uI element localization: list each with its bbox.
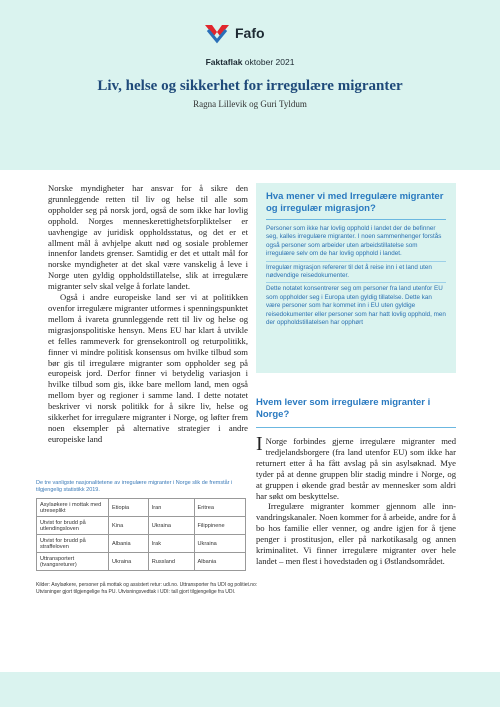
intro-paragraph: Norske myndigheter har ansvar for å sikre den grunnleggende retten til liv og helse til alle som oppholder seg på norsk jord, også de som ikke har lovlig opphold. Norges menneskerettighetsforpliktelser er uavhengige av juridisk oppholdsstatus, og det er et allment mål å avhjelpe akutt nød og sosiale problemer innenfor landets grenser. Samtidig er det et uttalt mål for norske myndigheter at det skal være vanskelig å leve i Norge uten gyldig oppholdstillatelse, slik at irregulære migranter selv skal velge å forlate landet. [48, 183, 248, 292]
box-heading: Hva mener vi med Irregulære migranter og irregulær migrasjon? [266, 191, 444, 214]
table-row [37, 553, 246, 571]
table-cell: Ukraina [109, 553, 149, 571]
table-cell: Iran [148, 499, 194, 517]
table-cell: Albania [109, 535, 149, 553]
table-row [37, 535, 246, 553]
table-cell: Albania [194, 553, 245, 571]
intro-text [48, 183, 248, 445]
table-cell: Utvist for brudd på straffeloven [37, 535, 109, 553]
table-cell: Utvist for brudd på utlendingsloven [37, 517, 109, 535]
section-text [256, 433, 456, 567]
section-divider [256, 427, 456, 428]
box-paragraph: Irregulær migrasjon refererer til det å reise inn i et land uten nødvendige reisedokumenter. [266, 264, 446, 284]
brand-name: Fafo [235, 25, 265, 41]
table-cell: Irak [148, 535, 194, 553]
table-source-note: Kilder: Asylsøkere, personer på mottak og assistert retur: udi.no. Uttransporter fra UDI og politiet.no: Utvisninger gjort tilgjengelige fra PU. Utvisningsvedtak i UDI: tall gjort tilgjengelige fra UDI. [36, 582, 258, 595]
table-cell: Etiopia [109, 499, 149, 517]
intro-paragraph: Også i andre europeiske land ser vi at politikken ovenfor irregulære migranter utformes i spenningspunktet mellom å ivareta grunnleggende rett til liv og helse og migrasjonspolitiske hensyn. Mens EU har klart å utvikle et felles rammeverk for grensekontroll og returpolitikk, finner vi mindre politisk konsensus om hvilke tilbud som bør gis til irregulære migranter som oppholder seg på europeisk jord. Derfor finner vi betydelig variasjon i hvilke tilbud som gis, ikke bare mellom land, men også mellom byer og regioner i samme land. I dette notatet beskriver vi norsk politikk for å sikre liv, helse og sikkerhet for irregulære migranter i Norge, og løfter frem noen eksempler på alternative strategier i andre europeiske land [48, 292, 248, 444]
drop-cap: I [256, 433, 263, 455]
footer-band [0, 672, 500, 707]
table-caption: De tre vanligste nasjonalitetene av irregulære migranter i Norge slik de fremstår i tilgjengelig statistikk 2019. [36, 480, 233, 493]
table-cell: Asylsøkere i mottak med utreseplikt [37, 499, 109, 517]
authors: Ragna Lillevik og Guri Tyldum [193, 99, 307, 109]
table-row [37, 499, 246, 517]
section-paragraph-text: Norge forbindes gjerne irregulære migranter med tredjelandsborgere (fra land utenfor EU) som ikke har returnert etter å ha fått avslag på sin asylsøknad. Mye tyder på at denne gruppen blir stadig mindre i Norge, og at gruppen i økende grad består av mennesker som aldri har søkt om beskyttelse. [256, 436, 456, 501]
page-title: Liv, helse og sikkerhet for irregulære migranter [97, 78, 403, 94]
table-cell: Ukraina [148, 517, 194, 535]
kicker-date: oktober 2021 [242, 57, 295, 67]
kicker-label: Faktaflak [205, 57, 243, 67]
definition-box [256, 183, 456, 373]
fafo-logo-icon [204, 22, 230, 44]
table-cell: Uttransportert (tvangsreturer) [37, 553, 109, 571]
table-cell: Filippinene [194, 517, 245, 535]
table-row [37, 517, 246, 535]
section-paragraph: Irregulære migranter kommer gjennom alle innvandringskanaler. Noen kommer for å arbeide, andre for å bo hos familie eller venner, og andre igjen for å tjene penger i prostitusjon, eller på narkotikasalg og annen kriminalitet. Vi finner irregulære migranter over hele landet – men flest i hovedstaden og i Østlandsområdet. [256, 501, 456, 566]
table-cell: Eritrea [194, 499, 245, 517]
table-cell: Kina [109, 517, 149, 535]
box-divider [266, 219, 446, 220]
section-paragraph [256, 433, 456, 501]
table-cell: Ukraina [194, 535, 245, 553]
table-cell: Russland [148, 553, 194, 571]
box-paragraph: Dette notatet konsentrerer seg om personer fra land utenfor EU som oppholder seg i Europa uten gyldig tillatelse. Dette kan være personer som har kommet inn i EU uten gyldige reisedokumenter eller personer som har hatt lovlig opphold, men der oppholdstillatelsen har opphørt [266, 285, 446, 327]
fafo-logo[interactable] [204, 22, 265, 44]
nationality-table [36, 498, 246, 571]
box-paragraph: Personer som ikke har lovlig opphold i landet der de befinner seg, kalles irregulære migranter. I noen sammenhenger forstås også personer som arbeider uten arbeidstillatelse som irregulære selv om de har lovlig opphold i landet. [266, 225, 446, 262]
kicker [0, 57, 500, 67]
section-heading: Hvem lever som irregulære migranter i Norge? [256, 397, 431, 420]
